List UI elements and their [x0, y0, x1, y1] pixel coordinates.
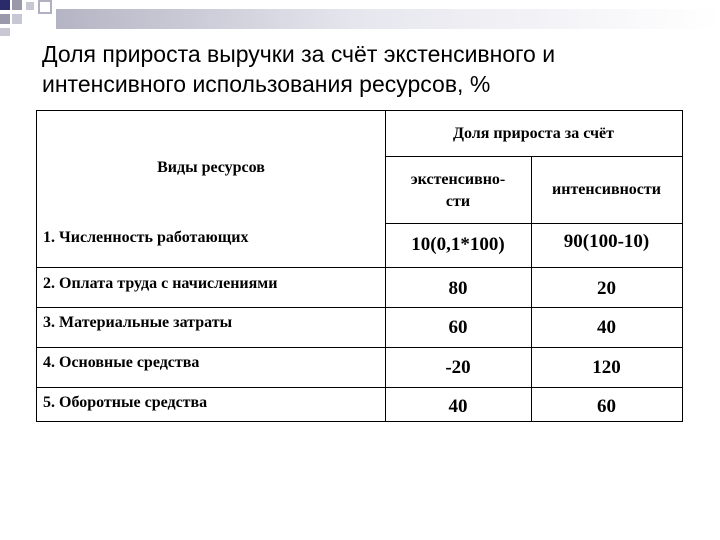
- square-icon: [0, 0, 10, 10]
- table-divider: [37, 267, 682, 268]
- row-extensive-value: -20: [445, 357, 471, 378]
- slide-title-line-1: Доля прироста выручки за счёт экстенсивного и: [42, 41, 556, 67]
- row-intensive-value: 20: [597, 278, 616, 299]
- table-divider: [37, 347, 682, 348]
- table-divider: [37, 387, 682, 388]
- row-extensive-value: 60: [448, 317, 468, 338]
- row-extensive-value: 10(0,1*100): [411, 234, 505, 255]
- table-divider: [385, 156, 682, 157]
- row-label: 3. Материальные затраты: [43, 314, 233, 331]
- row-intensive-value: 120: [592, 357, 621, 378]
- corner-decoration: [0, 0, 720, 40]
- header-resource-types: Виды ресурсов: [157, 159, 265, 176]
- row-label: 5. Оборотные средства: [43, 394, 208, 411]
- table-divider: [37, 307, 682, 308]
- square-icon: [12, 0, 22, 10]
- row-extensive-value: 40: [448, 396, 468, 417]
- row-intensive-value: 40: [597, 317, 616, 338]
- square-icon: [38, 0, 52, 14]
- row-intensive-value: 60: [597, 396, 616, 417]
- top-bar: [56, 9, 720, 29]
- row-label: 1. Численность работающих: [43, 229, 249, 246]
- slide-title-line-2: интенсивного использования ресурсов, %: [42, 71, 491, 97]
- row-extensive-value: 80: [448, 278, 468, 299]
- row-label: 4. Основные средства: [43, 354, 200, 371]
- resource-table: [36, 110, 683, 422]
- row-label: 2. Оплата труда с начислениями: [43, 275, 278, 292]
- square-icon: [0, 14, 10, 24]
- header-extensive-line-1: экстенсивно-: [410, 171, 506, 188]
- square-icon: [12, 14, 22, 24]
- table-divider: [385, 223, 682, 224]
- row-intensive-value: 90(100-10): [563, 231, 650, 252]
- square-icon: [26, 2, 34, 10]
- header-intensive: интенсивности: [552, 181, 661, 198]
- square-icon: [0, 28, 10, 36]
- header-share-group: Доля прироста за счёт: [452, 125, 614, 142]
- header-extensive-line-2: сти: [445, 193, 471, 210]
